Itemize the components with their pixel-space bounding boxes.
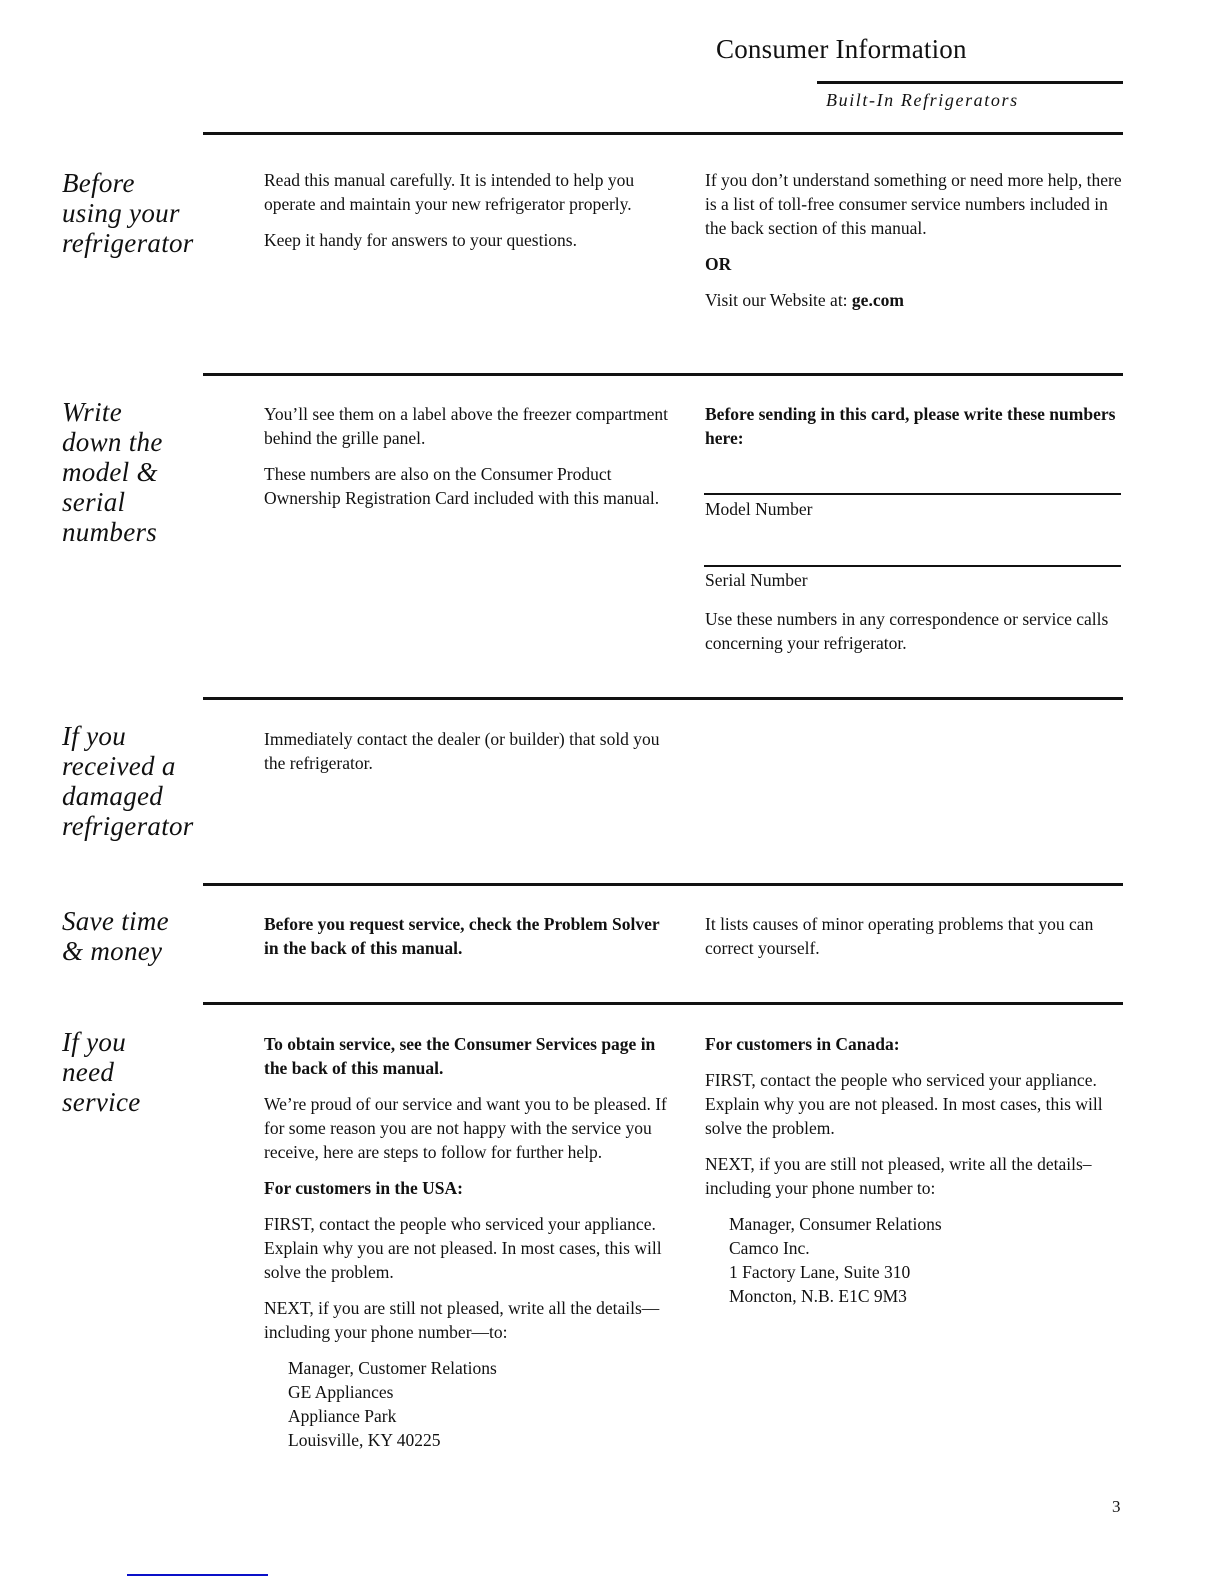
section-divider [203,373,1123,376]
model-serial-col1 [264,402,684,522]
canada-address: Manager, Consumer Relations Camco Inc. 1 Factory Lane, Suite 310 Moncton, N.B. E1C 9M3 [729,1214,942,1306]
model-serial-note: Use these numbers in any correspondence or service calls concerning your refrigerator. [705,609,1109,653]
section-heading-save-time: Save time & money [62,906,169,966]
model-number-field[interactable] [704,493,1121,495]
section-divider [203,1002,1123,1005]
page-title: Consumer Information [716,34,967,64]
save-time-col1: Before you request service, check the Problem Solver in the back of this manual. [264,914,660,958]
serial-number-label: Serial Number [705,570,808,590]
paragraph: FIRST, contact the people who serviced your appliance. Explain why you are not pleased. In most cases, this will solve the problem. [264,1214,662,1282]
paragraph: We’re proud of our service and want you to be pleased. If for some reason you are not happy with the service you receive, here are steps to follow for further help. [264,1094,667,1162]
section-divider [203,132,1123,135]
section-divider [203,697,1123,700]
paragraph: Keep it handy for answers to your questions. [264,230,577,250]
paragraph: NEXT, if you are still not pleased, write all the details—including your phone number—to: [264,1298,660,1342]
paragraph: Immediately contact the dealer (or builder) that sold you the refrigerator. [264,729,660,773]
section-heading-damaged: If you received a damaged refrigerator [62,721,194,841]
paragraph: These numbers are also on the Consumer Product Ownership Registration Card included with this manual. [264,464,660,508]
paragraph: NEXT, if you are still not pleased, write all the details–including your phone number to: [705,1154,1092,1198]
page-number: 3 [1112,1497,1121,1516]
section-heading-before-using: Before using your refrigerator [62,168,194,258]
paragraph: Read this manual carefully. It is intended to help you operate and maintain your new refrigerator properly. [264,170,635,214]
website-link[interactable]: ge.com [851,290,904,310]
section-heading-need-service: If you need service [62,1027,141,1117]
before-using-col2 [705,168,1125,324]
model-number-label: Model Number [705,499,813,519]
section-heading-model-serial: Write down the model & serial numbers [62,397,163,547]
website-line: Visit our Website at: ge.com [705,290,904,310]
or-label: OR [705,254,732,274]
paragraph: If you don’t understand something or need more help, there is a list of toll-free consumer service numbers included in the back section of this manual. [705,170,1122,238]
paragraph: FIRST, contact the people who serviced your appliance. Explain why you are not pleased. In most cases, this will solve the problem. [705,1070,1103,1138]
usa-address: Manager, Customer Relations GE Appliances Appliance Park Louisville, KY 40225 [288,1358,497,1450]
damaged-col1 [264,727,684,787]
title-divider [817,81,1123,84]
before-using-col1 [264,168,684,264]
service-intro: To obtain service, see the Consumer Services page in the back of this manual. [264,1034,656,1078]
paragraph: You’ll see them on a label above the freezer compartment behind the grille panel. [264,404,668,448]
need-service-col1 [264,1032,679,1452]
canada-heading: For customers in Canada: [705,1034,900,1054]
model-serial-intro: Before sending in this card, please write these numbers here: [705,404,1116,448]
usa-heading: For customers in the USA: [264,1178,463,1198]
page-subtitle: Built-In Refrigerators [826,90,1019,110]
section-divider [203,883,1123,886]
accent-line [127,1574,268,1576]
save-time-col2: It lists causes of minor operating problems that you can correct yourself. [705,914,1094,958]
serial-number-field[interactable] [704,565,1121,567]
need-service-col2 [705,1032,1120,1308]
